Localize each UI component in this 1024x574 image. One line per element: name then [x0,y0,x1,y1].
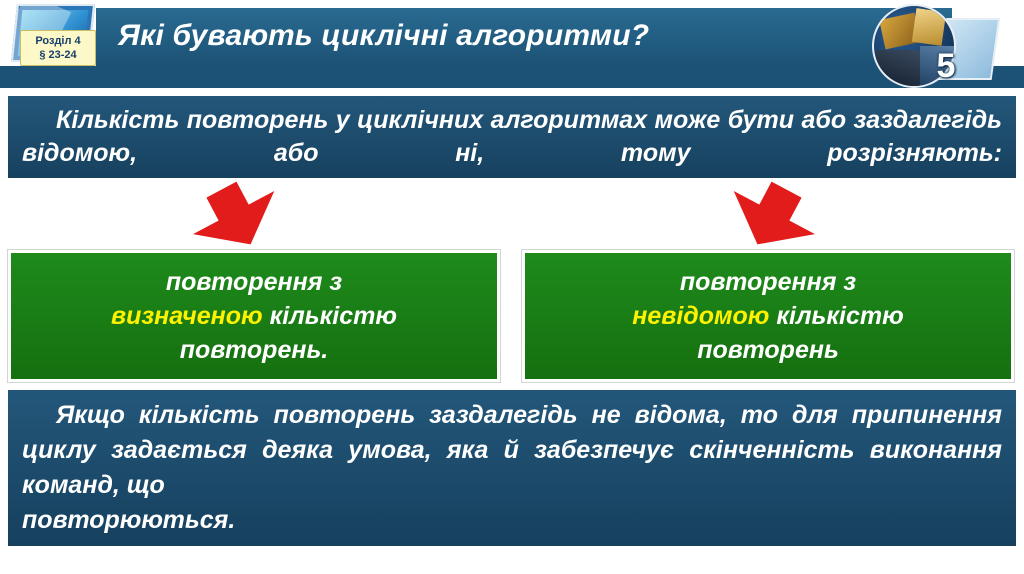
photo-tile-3 [876,50,920,88]
section-badge-chip [20,30,96,66]
option-highlight: визначеною [111,302,263,330]
conclusion-text: Якщо кількість повторень заздалегідь не відома, то для припинення циклу задається деяка умова, яка й забезпечує скінченність виконання команд, що [22,401,1002,499]
section-badge-line1: Розділ 4 [35,35,81,47]
photo-tile-2 [912,8,946,46]
conclusion-last-line: повторюються. [22,506,236,534]
header-bar-lower-strip [0,66,1024,88]
option-line2-rest: кількістю [262,302,397,330]
page-title: Які бувають циклічні алгоритми? [118,19,650,52]
slide-header [0,0,1024,88]
option-box-defined [8,250,500,382]
slide-number: 5 [936,47,956,85]
conclusion-box [6,388,1018,548]
intro-box [6,94,1018,180]
slide-number-badge [872,4,1000,88]
option-box-undefined [522,250,1014,382]
option-line3: повторень [697,336,839,364]
intro-text: Кількість повторень у циклічних алгоритмах може бути або заздалегідь відомою, або ні, тому розрізняють: [22,106,1002,167]
section-badge [6,2,110,86]
option-highlight: невідомою [632,302,770,330]
option-line3: повторень. [179,336,329,364]
section-badge-line2: § 23-24 [39,49,77,61]
option-text [101,265,407,367]
option-text [622,265,914,367]
option-line1: повторення з [165,268,343,296]
option-line1: повторення з [679,268,857,296]
option-line2-rest: кількістю [769,302,904,330]
